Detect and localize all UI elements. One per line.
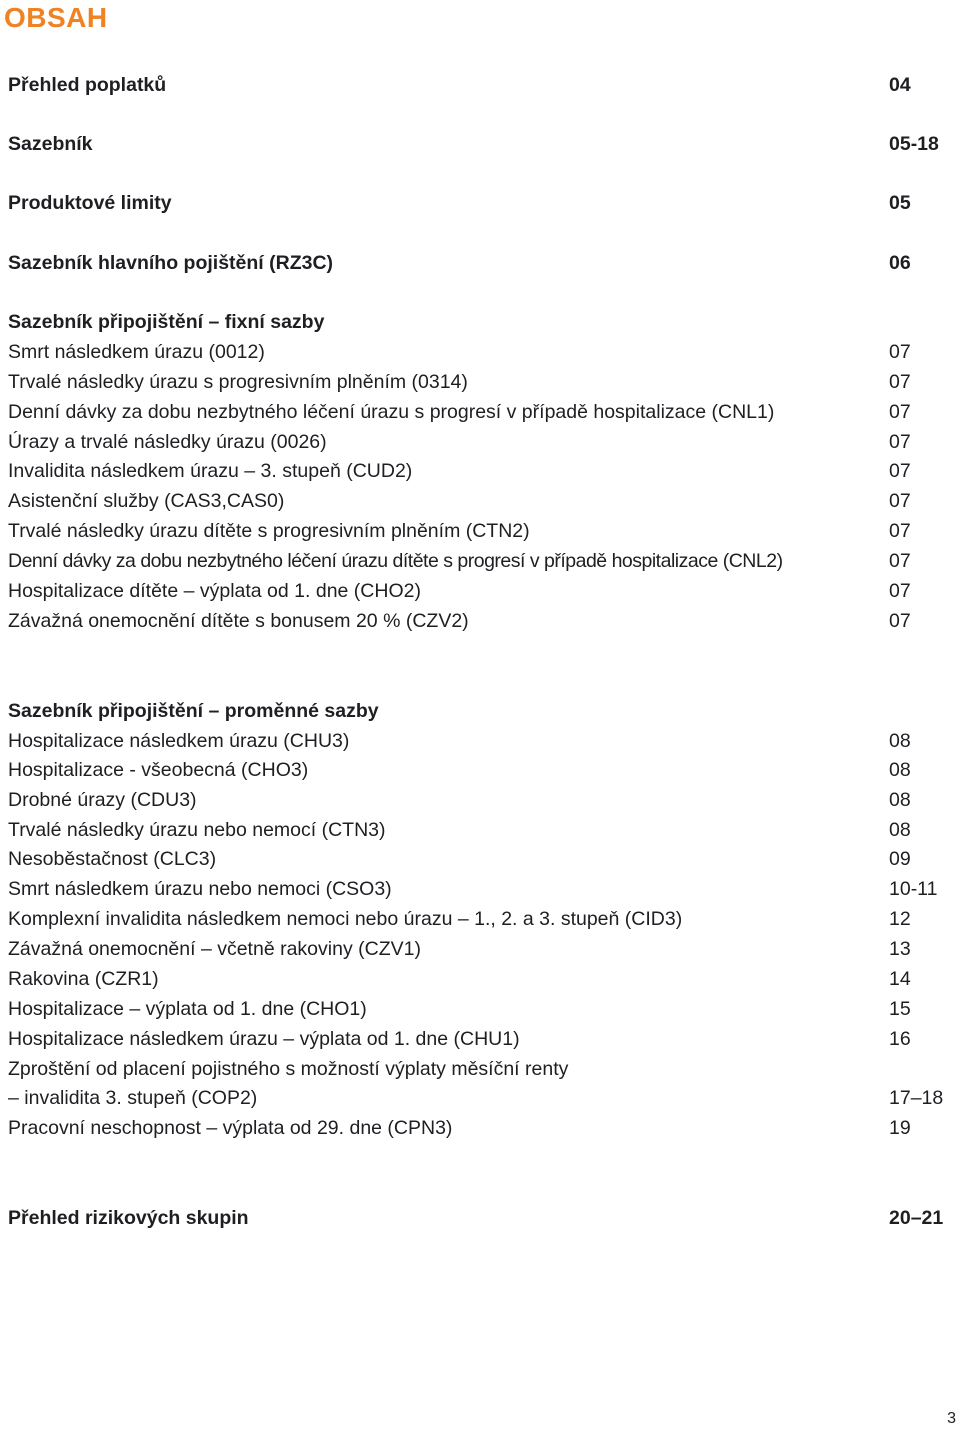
toc-item-page: 17–18 <box>889 1087 944 1109</box>
toc-item[interactable] <box>8 546 948 576</box>
toc-item[interactable] <box>8 486 948 516</box>
toc-item-page: 10-11 <box>889 878 938 900</box>
toc-item-label: – invalidita 3. stupeň (COP2) <box>8 1087 258 1109</box>
toc-item-page: 08 <box>889 759 911 781</box>
toc-entry-page: 05-18 <box>889 133 939 155</box>
toc-item-page: 07 <box>889 371 911 393</box>
toc-item[interactable] <box>8 456 948 486</box>
toc-item-page: 15 <box>889 998 911 1020</box>
section-heading-label: Sazebník připojištění – fixní sazby <box>8 311 325 333</box>
toc-entry-label: Sazebník <box>8 133 93 155</box>
toc-item-label: Zproštění od placení pojistného s možností výplaty měsíční renty <box>8 1058 569 1080</box>
toc-item-label: Hospitalizace - všeobecná (CHO3) <box>8 759 309 781</box>
toc-item-label: Smrt následkem úrazu (0012) <box>8 341 265 363</box>
toc-item-page: 13 <box>889 938 911 960</box>
toc-item[interactable] <box>8 367 948 397</box>
toc-item[interactable] <box>8 994 948 1024</box>
page-number: 3 <box>947 1410 956 1427</box>
toc-item-page: 08 <box>889 789 911 811</box>
toc-item[interactable] <box>8 427 948 457</box>
toc-entry-produktove-limity[interactable] <box>8 188 948 218</box>
toc-item-label: Trvalé následky úrazu dítěte s progresivním plněním (CTN2) <box>8 520 530 542</box>
toc-item-page: 08 <box>889 819 911 841</box>
toc-item-label: Invalidita následkem úrazu – 3. stupeň (CUD2) <box>8 460 413 482</box>
toc-item-label: Denní dávky za dobu nezbytného léčení úrazu dítěte s progresí v případě hospitalizace (CNL2) <box>8 550 783 572</box>
toc-item-page: 14 <box>889 968 911 990</box>
toc-item-page: 12 <box>889 908 911 930</box>
toc-entry-page: 04 <box>889 74 911 96</box>
toc-item[interactable] <box>8 337 948 367</box>
toc-item-page: 16 <box>889 1028 911 1050</box>
toc-item-label: Hospitalizace – výplata od 1. dne (CHO1) <box>8 998 367 1020</box>
toc-entry-sazebnik[interactable] <box>8 129 948 159</box>
toc-item-label: Denní dávky za dobu nezbytného léčení úrazu s progresí v případě hospitalizace (CNL1) <box>8 401 775 423</box>
section-heading-fixni-sazby <box>8 307 948 337</box>
toc-item[interactable] <box>8 606 948 636</box>
toc-item[interactable] <box>8 397 948 427</box>
toc-item-label: Komplexní invalidita následkem nemoci nebo úrazu – 1., 2. a 3. stupeň (CID3) <box>8 908 683 930</box>
toc-item-page: 07 <box>889 401 911 423</box>
toc-item-page: 07 <box>889 431 911 453</box>
toc-item-page: 07 <box>889 490 911 512</box>
toc-entry-page: 05 <box>889 192 911 214</box>
toc-item-page: 09 <box>889 848 911 870</box>
toc-item-page: 07 <box>889 341 911 363</box>
toc-entry-page: 20–21 <box>889 1207 944 1229</box>
toc-item-label: Asistenční služby (CAS3,CAS0) <box>8 490 285 512</box>
toc-item[interactable] <box>8 1083 948 1113</box>
toc-item-label: Hospitalizace následkem úrazu – výplata od 1. dne (CHU1) <box>8 1028 520 1050</box>
toc-item[interactable] <box>8 1113 948 1143</box>
toc-item-page: 07 <box>889 580 911 602</box>
toc-entry-prehled-rizikovych-skupin[interactable] <box>8 1203 948 1233</box>
toc-item-label: Pracovní neschopnost – výplata od 29. dne (CPN3) <box>8 1117 453 1139</box>
toc-item-page: 08 <box>889 730 911 752</box>
toc-item[interactable] <box>8 726 948 756</box>
toc-entry-prehled-poplatku[interactable] <box>8 70 948 100</box>
toc-item-page: 07 <box>889 520 911 542</box>
toc-item-label: Rakovina (CZR1) <box>8 968 159 990</box>
toc-item[interactable] <box>8 516 948 546</box>
section-heading-label: Sazebník připojištění – proměnné sazby <box>8 700 379 722</box>
toc-item[interactable] <box>8 1024 948 1054</box>
toc-item[interactable] <box>8 1054 948 1084</box>
toc-item[interactable] <box>8 874 948 904</box>
toc-item-label: Drobné úrazy (CDU3) <box>8 789 197 811</box>
toc-item-label: Hospitalizace dítěte – výplata od 1. dne (CHO2) <box>8 580 421 602</box>
toc-item[interactable] <box>8 815 948 845</box>
toc-item-label: Smrt následkem úrazu nebo nemoci (CSO3) <box>8 878 392 900</box>
toc-item-label: Nesoběstačnost (CLC3) <box>8 848 217 870</box>
toc-entry-label: Sazebník hlavního pojištění (RZ3C) <box>8 252 334 274</box>
toc-item-label: Závažná onemocnění dítěte s bonusem 20 % (CZV2) <box>8 610 469 632</box>
toc-item-label: Úrazy a trvalé následky úrazu (0026) <box>8 431 327 453</box>
toc-entry-sazebnik-hlavniho[interactable] <box>8 248 948 278</box>
toc-entry-label: Přehled poplatků <box>8 74 167 96</box>
toc-item-label: Trvalé následky úrazu nebo nemocí (CTN3) <box>8 819 386 841</box>
toc-item-label: Hospitalizace následkem úrazu (CHU3) <box>8 730 350 752</box>
section-heading-promenne-sazby <box>8 696 948 726</box>
toc-item[interactable] <box>8 755 948 785</box>
toc-entry-label: Produktové limity <box>8 192 172 214</box>
toc-item-label: Trvalé následky úrazu s progresivním plněním (0314) <box>8 371 468 393</box>
toc-item[interactable] <box>8 576 948 606</box>
toc-item[interactable] <box>8 964 948 994</box>
toc-item-page: 07 <box>889 550 911 572</box>
toc-item[interactable] <box>8 934 948 964</box>
toc-item[interactable] <box>8 844 948 874</box>
toc-item[interactable] <box>8 785 948 815</box>
toc-item-page: 19 <box>889 1117 911 1139</box>
toc-entry-page: 06 <box>889 252 911 274</box>
toc-item-page: 07 <box>889 460 911 482</box>
toc-item-label: Závažná onemocnění – včetně rakoviny (CZV1) <box>8 938 421 960</box>
toc-entry-label: Přehled rizikových skupin <box>8 1207 249 1229</box>
toc-item-page: 07 <box>889 610 911 632</box>
page-title: OBSAH <box>4 2 108 33</box>
toc-item[interactable] <box>8 904 948 934</box>
